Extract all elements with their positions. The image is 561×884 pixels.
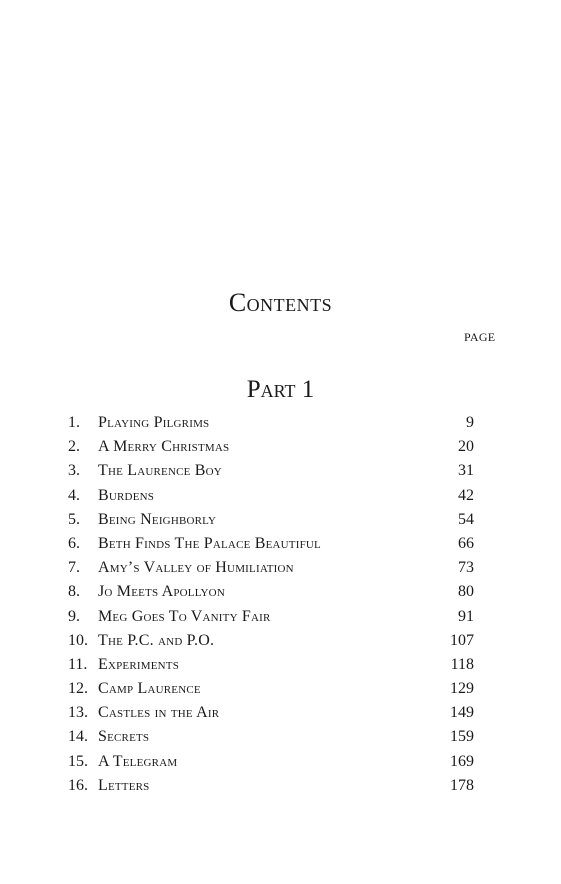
toc-entry-title: The Laurence Boy bbox=[98, 462, 222, 480]
toc-entry-page: 54 bbox=[458, 510, 474, 528]
toc-entry-number: 9. bbox=[68, 607, 80, 625]
page-column-label: PAGE bbox=[464, 330, 496, 344]
toc-entry[interactable] bbox=[68, 583, 474, 607]
toc-entry[interactable] bbox=[68, 608, 474, 632]
toc-entry-title: Amy’s Valley of Humiliation bbox=[98, 559, 294, 577]
toc-entry-page: 178 bbox=[450, 776, 474, 794]
toc-entry-title: Playing Pilgrims bbox=[98, 414, 210, 431]
toc-entry-page: 118 bbox=[450, 655, 474, 673]
toc-entry-number: 1. bbox=[68, 414, 80, 431]
toc-entry[interactable] bbox=[68, 462, 474, 486]
toc-entry-page: 91 bbox=[458, 607, 474, 625]
toc-entry-title: Beth Finds The Palace Beautiful bbox=[98, 534, 321, 552]
part-heading: Part 1 bbox=[246, 376, 315, 403]
toc-entry[interactable] bbox=[68, 559, 474, 583]
toc-entry[interactable] bbox=[68, 632, 474, 656]
toc-entry-title: Castles in the Air bbox=[98, 704, 220, 722]
toc-entry[interactable] bbox=[68, 704, 474, 728]
toc-entry-page: 159 bbox=[450, 728, 474, 746]
toc-entry-number: 16. bbox=[68, 776, 88, 794]
table-of-contents bbox=[68, 414, 474, 801]
toc-entry-number: 4. bbox=[68, 486, 80, 504]
toc-entry[interactable] bbox=[68, 777, 474, 801]
toc-entry[interactable] bbox=[68, 487, 474, 511]
toc-entry-number: 3. bbox=[68, 462, 80, 480]
toc-entry-number: 14. bbox=[68, 728, 88, 746]
contents-heading: Contents bbox=[228, 288, 333, 317]
toc-entry-title: Camp Laurence bbox=[98, 680, 201, 698]
toc-entry[interactable] bbox=[68, 728, 474, 752]
toc-entry-number: 11. bbox=[68, 655, 88, 673]
toc-entry[interactable] bbox=[68, 753, 474, 777]
toc-entry-page: 31 bbox=[458, 462, 474, 480]
toc-entry-page: 129 bbox=[450, 680, 474, 698]
toc-entry-page: 149 bbox=[450, 704, 474, 722]
toc-entry-page: 20 bbox=[458, 438, 474, 456]
toc-entry-title: Burdens bbox=[98, 486, 155, 504]
toc-entry-page: 107 bbox=[450, 631, 474, 649]
toc-entry-number: 2. bbox=[68, 438, 80, 456]
toc-entry-page: 169 bbox=[450, 752, 474, 770]
toc-entry-title: Being Neighborly bbox=[98, 510, 217, 528]
toc-entry-title: Meg Goes To Vanity Fair bbox=[98, 607, 271, 625]
toc-entry-number: 13. bbox=[68, 704, 88, 722]
toc-entry[interactable] bbox=[68, 656, 474, 680]
toc-entry-title: A Merry Christmas bbox=[98, 438, 230, 456]
toc-entry-title: Experiments bbox=[98, 655, 180, 673]
toc-entry-number: 7. bbox=[68, 559, 80, 577]
toc-entry-page: 42 bbox=[458, 486, 474, 504]
toc-entry-page: 9 bbox=[466, 414, 474, 431]
toc-entry-number: 6. bbox=[68, 534, 80, 552]
toc-entry-title: A Telegram bbox=[98, 752, 178, 770]
toc-entry[interactable] bbox=[68, 414, 474, 438]
toc-entry[interactable] bbox=[68, 535, 474, 559]
toc-entry-number: 15. bbox=[68, 752, 88, 770]
toc-entry-title: The P.C. and P.O. bbox=[98, 631, 215, 649]
toc-entry-page: 73 bbox=[458, 559, 474, 577]
toc-entry-number: 8. bbox=[68, 583, 80, 601]
toc-entry[interactable] bbox=[68, 438, 474, 462]
toc-entry-number: 10. bbox=[68, 631, 88, 649]
toc-entry-number: 12. bbox=[68, 680, 88, 698]
toc-entry-title: Secrets bbox=[98, 728, 150, 746]
toc-entry-page: 80 bbox=[458, 583, 474, 601]
toc-entry-title: Letters bbox=[98, 776, 150, 794]
toc-entry-page: 66 bbox=[458, 534, 474, 552]
toc-entry[interactable] bbox=[68, 680, 474, 704]
toc-entry[interactable] bbox=[68, 511, 474, 535]
toc-entry-number: 5. bbox=[68, 510, 80, 528]
toc-entry-title: Jo Meets Apollyon bbox=[98, 583, 225, 601]
